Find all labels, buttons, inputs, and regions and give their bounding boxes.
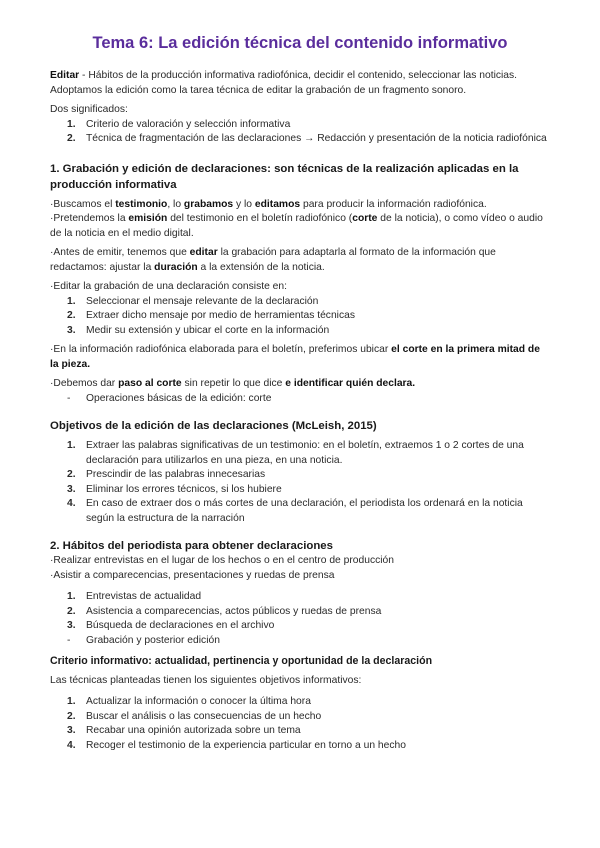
- list-item: 4. En caso de extraer dos o más cortes de una declaración, el periodista los ordenará en la noticia según la estructura de la narración: [67, 498, 523, 524]
- s1-paragraph-2: ·Pretendemos la emisión del testimonio en el boletín radiofónico (corte de la noticia), o como vídeo o audio de la noticia en el medio digital.: [50, 213, 543, 239]
- s2-line-2: ·Asistir a comparecencias, presentaciones y ruedas de prensa: [50, 569, 335, 581]
- edit-steps-list: [50, 295, 550, 339]
- list-item: 1. Entrevistas de actualidad: [67, 591, 202, 602]
- meanings-list: [50, 118, 550, 147]
- list-item: 2. Prescindir de las palabras innecesarias: [67, 469, 266, 480]
- criterion-heading: Criterio informativo: actualidad, pertinencia y oportunidad de la declaración: [50, 655, 433, 667]
- list-item: 3. Eliminar los errores técnicos, si los hubiere: [67, 483, 282, 495]
- list-item: 2. Asistencia a comparecencias, actos públicos y ruedas de prensa: [67, 605, 382, 617]
- s1-sub-list: [50, 392, 550, 407]
- page-title: Tema 6: La edición técnica del contenido informativo: [92, 34, 508, 52]
- criterion-list: [50, 695, 550, 753]
- list-item: 1. Extraer las palabras significativas de un testimonio: en el boletín, extraemos 1 o 2 cortes de una declaración para utilizarlos en una pieza, en una noticia.: [67, 440, 524, 466]
- list-item: - Grabación y posterior edición: [67, 634, 220, 646]
- s1-paragraph-3: ·Antes de emitir, tenemos que editar la grabación para adaptarla al formato de la información que redactamos: ajustar la duración a la extensión de la noticia.: [50, 247, 496, 273]
- s1-paragraph-4: ·Editar la grabación de una declaración consiste en:: [50, 281, 287, 292]
- intro-paragraph: Editar - Hábitos de la producción informativa radiofónica, decidir el contenido, seleccionar las noticias. Adoptamos la edición como la tarea técnica de editar la grabación de un fragmento sonoro.: [50, 70, 518, 96]
- s1-paragraph-6: ·Debemos dar paso al corte sin repetir lo que dice e identificar quién declara.: [50, 378, 416, 389]
- list-item: 4. Recoger el testimonio de la experiencia particular en torno a un hecho: [67, 739, 406, 751]
- list-item: 3. Búsqueda de declaraciones en el archivo: [67, 620, 275, 631]
- s1-paragraph-1: ·Buscamos el testimonio, lo grabamos y lo editamos para producir la información radiofónica.: [50, 198, 487, 210]
- intro-term: Editar: [50, 70, 80, 81]
- list-item: 2. Extraer dicho mensaje por medio de herramientas técnicas: [67, 310, 355, 321]
- list-item: 2. Buscar el análisis o las consecuencias de un hecho: [67, 710, 322, 722]
- objectives-list: [50, 439, 550, 526]
- criterion-intro: Las técnicas planteadas tienen los siguientes objetivos informativos:: [50, 674, 362, 686]
- list-item: 2. Técnica de fragmentación de las declaraciones → Redacción y presentación de la noticia radiofónica: [67, 133, 547, 144]
- habits-list: [50, 590, 550, 648]
- section-1-heading: 1. Grabación y edición de declaraciones: son técnicas de la realización aplicadas en la producción informativa: [50, 162, 519, 191]
- s2-line-1: ·Realizar entrevistas en el lugar de los hechos o en el centro de producción: [50, 555, 395, 566]
- list-item: - Operaciones básicas de la edición: corte: [67, 392, 272, 404]
- section-2-heading: 2. Hábitos del periodista para obtener declaraciones: [50, 540, 333, 552]
- meanings-label: Dos significados:: [50, 104, 128, 115]
- list-item: 1. Actualizar la información o conocer la última hora: [67, 696, 311, 707]
- objectives-heading: Objetivos de la edición de las declaraciones (McLeish, 2015): [50, 420, 377, 432]
- list-item: 1. Seleccionar el mensaje relevante de la declaración: [67, 295, 319, 307]
- list-item: 3. Recabar una opinión autorizada sobre un tema: [67, 725, 301, 736]
- s1-paragraph-5: ·En la información radiofónica elaborada para el boletín, preferimos ubicar el corte en la primera mitad de la pieza.: [50, 344, 540, 370]
- list-item: 3. Medir su extensión y ubicar el corte en la información: [67, 324, 330, 336]
- list-item: 1. Criterio de valoración y selección informativa: [67, 118, 291, 130]
